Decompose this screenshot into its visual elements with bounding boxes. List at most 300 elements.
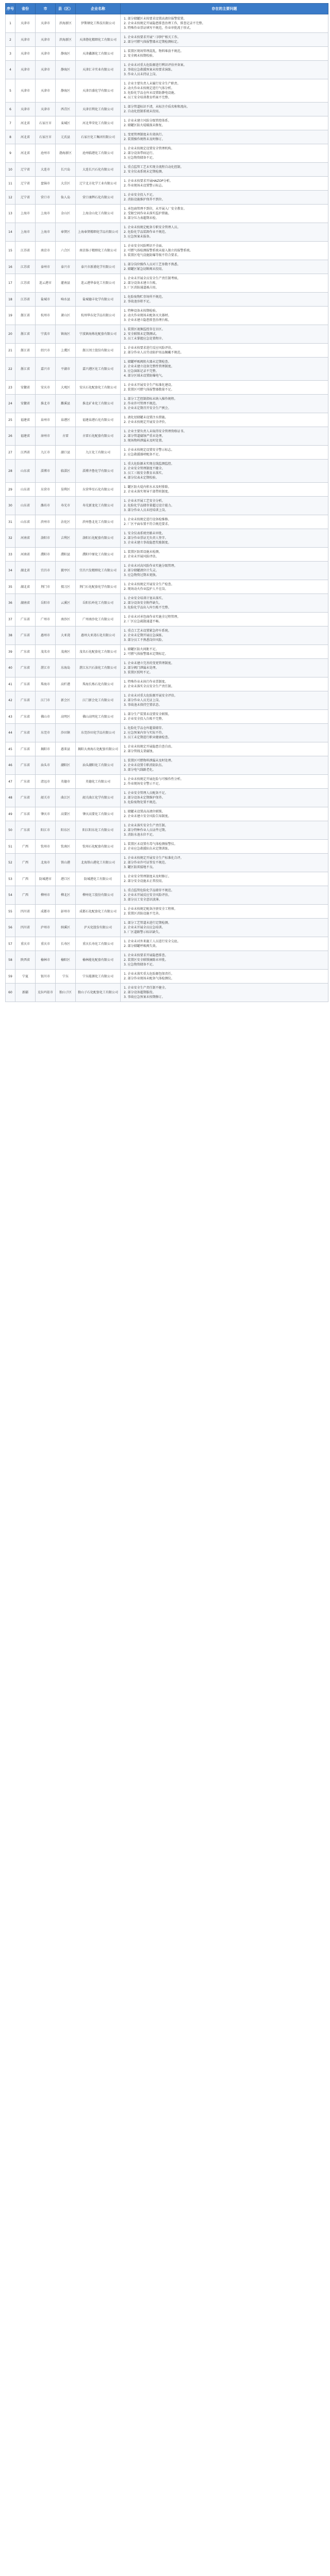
- table-row: [6, 807, 328, 821]
- issue-text: 1. 企业未对高风险作业实施分级管理。: [124, 564, 177, 568]
- cell-district: 英德市: [56, 775, 76, 789]
- cell-no: 23: [6, 381, 15, 395]
- cell-no: 44: [6, 724, 15, 742]
- cell-district: 西青区: [56, 103, 76, 116]
- cell-unit: 钦州石化配套有限公司: [76, 840, 121, 854]
- cell-province: 山东省: [15, 460, 36, 483]
- cell-district: 掇刀区: [56, 580, 76, 594]
- cell-no: 56: [6, 919, 15, 937]
- cell-district: 宁东: [56, 970, 76, 984]
- issue-text: 3. 危险化学品仓库未设置防静电设施。: [124, 91, 177, 95]
- cell-no: 29: [6, 483, 15, 497]
- cell-issues: [121, 919, 328, 937]
- cell-unit: 杭州华东化学品有限公司: [76, 307, 121, 325]
- cell-district: 曲江区: [56, 789, 76, 807]
- cell-issues: [121, 775, 328, 789]
- cell-district: 金山区: [56, 205, 76, 223]
- cell-city: 荆门市: [36, 580, 56, 594]
- cell-province: 天津市: [15, 79, 36, 103]
- cell-province: 江苏省: [15, 260, 36, 274]
- table-row: [6, 854, 328, 872]
- cell-issues: [121, 626, 328, 645]
- cell-no: 11: [6, 177, 15, 191]
- cell-city: 岳阳市: [36, 594, 56, 613]
- cell-no: 2: [6, 33, 15, 47]
- issue-text: 1. 部分工艺管道未进行定期检测。: [124, 921, 171, 925]
- cell-issues: [121, 756, 328, 775]
- table-row: [6, 691, 328, 710]
- cell-district: 静海区: [56, 79, 76, 103]
- cell-unit: 嘉兴港区化工有限公司: [76, 358, 121, 381]
- cell-issues: [121, 413, 328, 427]
- cell-no: 47: [6, 775, 15, 789]
- cell-province: 宁夏: [15, 970, 36, 984]
- cell-city: 泰州市: [36, 260, 56, 274]
- issue-text: 2. 部分作业人员劳动防护用品佩戴不规范。: [124, 351, 184, 354]
- cell-province: 广东省: [15, 724, 36, 742]
- cell-city: 绍兴市: [36, 344, 56, 358]
- issue-text: 1. 部分储罐区未按要求设置高液位报警装置。: [124, 17, 187, 21]
- cell-issues: [121, 710, 328, 724]
- cell-city: 银川市: [36, 970, 56, 984]
- cell-unit: 盐城德丰化学有限公司: [76, 293, 121, 307]
- issue-text: 2. 企业未按规定开展隐患排查治理工作，排查记录不完整。: [124, 22, 205, 25]
- table-row: [6, 33, 328, 47]
- cell-issues: [121, 872, 328, 886]
- cell-issues: [121, 483, 328, 497]
- cell-unit: 广州南沙化工有限公司: [76, 613, 121, 626]
- cell-issues: [121, 223, 328, 242]
- cell-no: 24: [6, 395, 15, 413]
- cell-unit: 英德化工有限公司: [76, 775, 121, 789]
- issue-text: 3. 危险废物处置不规范。: [124, 801, 159, 804]
- cell-province: 广东省: [15, 821, 36, 840]
- cell-city: 嘉兴市: [36, 358, 56, 381]
- cell-unit: 防城港化工有限公司: [76, 872, 121, 886]
- cell-no: 39: [6, 645, 15, 659]
- cell-issues: [121, 130, 328, 144]
- cell-province: 辽宁省: [15, 191, 36, 205]
- cell-issues: [121, 691, 328, 710]
- issue-text: 1. 重大危险源未实现在线监测监控。: [124, 462, 174, 466]
- issue-text: 4. 员工安全培训教育档案不完整。: [124, 96, 171, 99]
- cell-city: 清远市: [36, 775, 56, 789]
- cell-unit: 汕头潮阳化工有限公司: [76, 756, 121, 775]
- cell-district: 长寿区: [56, 937, 76, 951]
- cell-city: 钦州市: [36, 840, 56, 854]
- cell-province: 广东省: [15, 659, 36, 677]
- cell-unit: 天津渤化精细化工有限公司: [76, 33, 121, 47]
- cell-city: 安庆市: [36, 381, 56, 395]
- cell-province: 四川省: [15, 905, 36, 919]
- cell-city: 盐城市: [36, 293, 56, 307]
- cell-province: 广东省: [15, 742, 36, 756]
- issue-text: 2. 部分作业人员无证上岗。: [124, 699, 162, 702]
- issue-text: 3. 员工三级安全教育未落实。: [124, 471, 165, 475]
- issue-text: 1. 企业未按要求开展“三同时”相关工作。: [124, 36, 180, 39]
- issue-text: 2. 部分储罐呼吸阀失效。: [124, 944, 159, 948]
- issue-text: 2. 事故应急救援预案未按要求演练。: [124, 68, 174, 72]
- cell-no: 8: [6, 130, 15, 144]
- header-district: 县（区）: [56, 4, 76, 14]
- issue-text: 1. 企业未按要求开展HAZOP分析。: [124, 179, 173, 183]
- issue-text: 2. 作业现场安全警示不足。: [124, 782, 162, 786]
- issue-text: 2. 厂区平面布置不符合规范要求。: [124, 522, 171, 526]
- cell-no: 22: [6, 358, 15, 381]
- table-row: [6, 395, 328, 413]
- table-row: [6, 756, 328, 775]
- cell-unit: 泰兴市新浦化学有限公司: [76, 260, 121, 274]
- cell-issues: [121, 395, 328, 413]
- cell-issues: [121, 205, 328, 223]
- issue-text: 2. 自动化控制系统未投用。: [124, 110, 162, 113]
- table-row: [6, 710, 328, 724]
- cell-no: 52: [6, 854, 15, 872]
- cell-no: 50: [6, 821, 15, 840]
- cell-city: 茂名市: [36, 645, 56, 659]
- issue-text: 2. 装置区消防设施不完善。: [124, 912, 162, 916]
- cell-no: 20: [6, 325, 15, 344]
- cell-no: 6: [6, 103, 15, 116]
- cell-unit: 肇庆高要化工有限公司: [76, 807, 121, 821]
- cell-unit: 独山子石化配套化工有限公司: [76, 984, 121, 1002]
- cell-unit: 石家庄化工集团有限公司: [76, 130, 121, 144]
- cell-city: 天津市: [36, 47, 56, 61]
- issue-text: 2. 企业未开展风险评估。: [124, 555, 159, 558]
- cell-district: 沾化区: [56, 515, 76, 529]
- issue-text: 1. 企业未按规定设置安全管理机构。: [124, 147, 174, 150]
- issue-text: 1. 装置区视频监控存在盲区。: [124, 328, 165, 331]
- cell-district: 镇海区: [56, 325, 76, 344]
- table-row: [6, 483, 328, 497]
- table-row: [6, 446, 328, 460]
- cell-province: 广东省: [15, 807, 36, 821]
- cell-district: 灌南县: [56, 274, 76, 293]
- table-row: [6, 580, 328, 594]
- table-row: [6, 14, 328, 33]
- cell-no: 4: [6, 61, 15, 79]
- issue-text: 1. 企业未按规定开展危险与可操作性分析。: [124, 777, 184, 781]
- issue-text: 1. 企业安全管理人员配备不足。: [124, 791, 168, 795]
- cell-no: 3: [6, 47, 15, 61]
- cell-unit: 揭阳大南海石化配套有限公司: [76, 742, 121, 756]
- cell-province: 浙江省: [15, 325, 36, 344]
- cell-city: 榆林市: [36, 951, 56, 970]
- issue-text: 1. 企业未开展工艺安全分析。: [124, 499, 165, 503]
- cell-district: 新会区: [56, 691, 76, 710]
- issue-text: 2. 部分管线支架腐蚀。: [124, 750, 156, 753]
- cell-district: 平湖市: [56, 358, 76, 381]
- cell-issues: [121, 177, 328, 191]
- table-header-row: [6, 4, 328, 14]
- cell-issues: [121, 274, 328, 293]
- issue-text: 3. 罐区防雷接地不良。: [124, 866, 156, 869]
- issue-text: 4. 部分区域未设置防爆电气。: [124, 374, 165, 378]
- issue-text: 3. 特殊作业票证填写不规范，作业审批流于形式。: [124, 26, 193, 30]
- issue-text: 1. 装置区可燃物料泄漏未及时处理。: [124, 759, 174, 762]
- cell-issues: [121, 47, 328, 61]
- cell-district: 云溪区: [56, 594, 76, 613]
- cell-no: 12: [6, 191, 15, 205]
- issue-text: 1. 企业主要负责人未履行安全生产职责。: [124, 82, 180, 86]
- cell-no: 25: [6, 413, 15, 427]
- cell-unit: 江门新会化工有限公司: [76, 691, 121, 710]
- issue-text: 1. 变更管理制度未有效执行。: [124, 133, 165, 137]
- cell-district: 长兴岛: [56, 163, 76, 177]
- issue-text: 2. 装置操作规程未及时修订。: [124, 138, 165, 141]
- issue-text: 2. 企业未落实领导干部带班制度。: [124, 490, 171, 494]
- cell-no: 51: [6, 840, 15, 854]
- cell-no: 40: [6, 659, 15, 677]
- issue-text: 1. 企业未按要求进行反应风险评估。: [124, 346, 174, 350]
- table-row: [6, 325, 328, 344]
- issue-text: 3. 现场物料泄漏未及时处置。: [124, 439, 165, 443]
- cell-province: 天津市: [15, 103, 36, 116]
- cell-unit: 泸天化股份有限公司: [76, 919, 121, 937]
- cell-province: 江苏省: [15, 293, 36, 307]
- cell-issues: [121, 594, 328, 613]
- issue-text: 2. 企业安全管理制度不健全。: [124, 467, 165, 470]
- cell-unit: 天津百利化工有限公司: [76, 103, 121, 116]
- issue-text: 2. 企业安全投入台账不完整。: [124, 717, 165, 721]
- cell-unit: 滨州鲁北化工有限公司: [76, 515, 121, 529]
- issue-text: 2. 事故池容积不足。: [124, 300, 153, 303]
- issue-text: 3. 厂区道路警示标识缺失。: [124, 930, 162, 934]
- cell-district: 纳溪区: [56, 919, 76, 937]
- cell-district: 古雷: [56, 427, 76, 446]
- cell-city: 宁波市: [36, 325, 56, 344]
- table-row: [6, 724, 328, 742]
- cell-district: 榆阳区: [56, 951, 76, 970]
- cell-issues: [121, 659, 328, 677]
- issue-text: 1. 装置区现场管理混乱，物料堆放不规范。: [124, 49, 184, 53]
- cell-province: 河南省: [15, 529, 36, 548]
- cell-city: 濮阳市: [36, 548, 56, 562]
- cell-province: 河北省: [15, 130, 36, 144]
- cell-province: 山东省: [15, 515, 36, 529]
- cell-city: 东莞市: [36, 724, 56, 742]
- cell-unit: 荆门石化配套化学有限公司: [76, 580, 121, 594]
- cell-unit: 天津汇丰实业有限公司: [76, 61, 121, 79]
- issue-text: 2. 作业许可管理不规范。: [124, 402, 159, 405]
- table-row: [6, 116, 328, 130]
- issue-text: 2. 安全联锁未定期测试。: [124, 332, 159, 336]
- issue-text: 1. 企业未按规定开展隐患自查自改。: [124, 745, 174, 749]
- issue-text: 3. 企业未建立事故隐患奖励制度。: [124, 541, 171, 545]
- cell-unit: 九江化工有限公司: [76, 446, 121, 460]
- issue-text: 1. 重点监管危险化学品储存不规范。: [124, 889, 174, 892]
- cell-no: 31: [6, 515, 15, 529]
- cell-no: 55: [6, 905, 15, 919]
- table-row: [6, 937, 328, 951]
- issue-text: 2. 部分作业现场未配备气体检测仪。: [124, 977, 174, 980]
- cell-issues: [121, 446, 328, 460]
- cell-unit: 柳州化工股份有限公司: [76, 886, 121, 905]
- cell-issues: [121, 61, 328, 79]
- cell-district: 茂南区: [56, 645, 76, 659]
- cell-issues: [121, 260, 328, 274]
- cell-unit: 阳江阳东化工有限公司: [76, 821, 121, 840]
- issue-text: 4. 部分仪表未定期校验。: [124, 476, 159, 480]
- cell-unit: 惠州大亚湾石化有限公司: [76, 626, 121, 645]
- issue-text: 2. 部分作业票证无负责人签字。: [124, 536, 168, 540]
- issue-text: 3. 危险化学品出入库台账不完整。: [124, 606, 171, 609]
- cell-city: 大连市: [36, 163, 56, 177]
- cell-province: 四川省: [15, 919, 36, 937]
- cell-city: 韶关市: [36, 789, 56, 807]
- cell-province: 新疆: [15, 984, 36, 1002]
- cell-province: 山东省: [15, 483, 36, 497]
- cell-district: 湖口县: [56, 446, 76, 460]
- issue-text: 1. 企业安全投入不足。: [124, 193, 156, 197]
- issue-text: 1. 企业未开展安全生产标准化建设。: [124, 383, 174, 387]
- table-row: [6, 613, 328, 626]
- issue-text: 2. 动火作业未按规定进行气体分析。: [124, 87, 174, 90]
- cell-no: 54: [6, 886, 15, 905]
- cell-unit: 上海奉贤精细化学品有限公司: [76, 223, 121, 242]
- cell-district: 寿光市: [56, 497, 76, 515]
- cell-no: 49: [6, 807, 15, 821]
- table-row: [6, 61, 328, 79]
- cell-district: 栾城区: [56, 116, 76, 130]
- cell-province: 天津市: [15, 14, 36, 33]
- cell-no: 26: [6, 427, 15, 446]
- cell-city: 柳州市: [36, 886, 56, 905]
- cell-city: 天津市: [36, 33, 56, 47]
- issue-text: 3. 企业未建立隐患排查治理台账。: [124, 318, 171, 322]
- cell-issues: [121, 427, 328, 446]
- cell-district: 静海区: [56, 61, 76, 79]
- cell-province: 湖南省: [15, 594, 36, 613]
- table-row: [6, 821, 328, 840]
- issue-text: 3. 事故应急预案未按期修订。: [124, 995, 165, 999]
- cell-unit: 茂名石化配套化工有限公司: [76, 645, 121, 659]
- cell-city: 克拉玛依市: [36, 984, 56, 1002]
- issue-text: 1. 部分管道标识不清，未标注介质名称和流向。: [124, 105, 190, 109]
- cell-district: 上虞区: [56, 344, 76, 358]
- table-row: [6, 789, 328, 807]
- cell-province: 陕西省: [15, 951, 36, 970]
- cell-unit: 东莞沙田化学品有限公司: [76, 724, 121, 742]
- cell-unit: 上海金山化工有限公司: [76, 205, 121, 223]
- issue-text: 3. 作业人员未持证上岗。: [124, 73, 159, 76]
- table-row: [6, 984, 328, 1002]
- issue-text: 2. 部分设备未建立台账。: [124, 281, 159, 285]
- issue-text: 1. 企业未建立完善的变更管理制度。: [124, 662, 174, 665]
- issue-text: 1. 部分岗位操作人员对工艺参数不熟悉。: [124, 263, 180, 266]
- cell-district: 临淄区: [56, 460, 76, 483]
- cell-city: 天津市: [36, 103, 56, 116]
- issue-text: 2. 企业未定期开展应急演练。: [124, 634, 165, 637]
- table-row: [6, 103, 328, 116]
- cell-city: 防城港市: [36, 872, 56, 886]
- cell-issues: [121, 515, 328, 529]
- cell-district: 濮阳县: [56, 548, 76, 562]
- cell-unit: 岳阳长岭化工有限公司: [76, 594, 121, 613]
- cell-province: 浙江省: [15, 307, 36, 325]
- issue-text: 3. 部分员工不熟悉岗位风险。: [124, 638, 165, 642]
- cell-district: 高明区: [56, 710, 76, 724]
- cell-city: 淮北市: [36, 395, 56, 413]
- cell-unit: 河北华荣化工有限公司: [76, 116, 121, 130]
- cell-province: 广西: [15, 854, 36, 872]
- cell-unit: 天津鑫源化工有限公司: [76, 47, 121, 61]
- issue-text: 1. 企业主要负责人未取得安全管理资格证书。: [124, 430, 187, 433]
- cell-province: 广西: [15, 886, 36, 905]
- issue-text: 2. 动火作业现场未配备灭火器材。: [124, 314, 171, 317]
- issue-text: 2. 危险化学品储存量超过设计能力。: [124, 504, 174, 507]
- cell-district: 猇亭区: [56, 562, 76, 580]
- table-row: [6, 205, 328, 223]
- issue-text: 2. 部分阀门泄漏未处理。: [124, 666, 159, 670]
- cell-province: 天津市: [15, 61, 36, 79]
- cell-unit: 辽宁北方化学工业有限公司: [76, 177, 121, 191]
- cell-province: 安徽省: [15, 381, 36, 395]
- cell-district: 六合区: [56, 242, 76, 260]
- issue-text: 1. 企业未按规定进行设备检维修。: [124, 518, 171, 521]
- cell-city: 营口市: [36, 191, 56, 205]
- issue-text: 3. 应急物资储备不足。: [124, 156, 156, 160]
- cell-district: 彭州市: [56, 905, 76, 919]
- cell-city: 天津市: [36, 79, 56, 103]
- cell-issues: [121, 742, 328, 756]
- cell-no: 57: [6, 937, 15, 951]
- cell-no: 60: [6, 984, 15, 1002]
- cell-province: 广东省: [15, 691, 36, 710]
- table-row: [6, 47, 328, 61]
- issue-text: 2. 企业应急救援队伍未定期训练。: [124, 847, 171, 851]
- cell-no: 38: [6, 626, 15, 645]
- cell-issues: [121, 79, 328, 103]
- table-row: [6, 529, 328, 548]
- cell-district: 潮阳区: [56, 756, 76, 775]
- issue-text: 3. 部分作业人员未经培训上岗。: [124, 509, 168, 512]
- issue-text: 1. 承包商管理不到位，未开展入厂安全教育。: [124, 207, 187, 211]
- issue-text: 2. 危险化学品装卸作业不规范。: [124, 230, 168, 234]
- issue-text: 1. 重点监管工艺未实现全流程自动化控制。: [124, 165, 184, 169]
- issue-text: 1. 危险废物贮存场所不规范。: [124, 295, 165, 299]
- issue-text: 2. 装置区安全联锁摘除未审批。: [124, 958, 168, 962]
- issue-text: 2. 部分管道腐蚀严重未处理。: [124, 434, 165, 438]
- cell-issues: [121, 807, 328, 821]
- cell-no: 19: [6, 307, 15, 325]
- cell-no: 43: [6, 710, 15, 724]
- cell-city: 汕头市: [36, 756, 56, 775]
- issue-text: 2. 部分特种作业人员证件过期。: [124, 828, 168, 832]
- cell-no: 58: [6, 951, 15, 970]
- cell-district: 吉利区: [56, 529, 76, 548]
- cell-district: 港口区: [56, 872, 76, 886]
- issue-text: 3. 企业未定期召开安全生产例会。: [124, 406, 171, 410]
- issue-text: 1. 企业未对重大危险源开展安全评估。: [124, 694, 177, 698]
- issue-text: 2. 可燃气体检测报警系统未接入独立的报警系统。: [124, 249, 193, 252]
- cell-city: 石家庄市: [36, 130, 56, 144]
- cell-city: 南京市: [36, 242, 56, 260]
- issue-text: 1. 储罐呼吸阀阻火器未定期检查。: [124, 360, 171, 364]
- issue-text: 3. 装置区照明不足。: [124, 671, 153, 674]
- table-row: [6, 659, 328, 677]
- cell-province: 山东省: [15, 497, 36, 515]
- issue-text: 1. 企业未落实重大危险源包保责任。: [124, 972, 174, 976]
- cell-district: 沙田镇: [56, 724, 76, 742]
- cell-no: 42: [6, 691, 15, 710]
- cell-no: 21: [6, 344, 15, 358]
- header-province: 省份: [15, 4, 36, 14]
- cell-no: 14: [6, 223, 15, 242]
- cell-province: 浙江省: [15, 344, 36, 358]
- issue-text: 3. 部分压力表超期未检。: [124, 216, 159, 220]
- cell-issues: [121, 984, 328, 1002]
